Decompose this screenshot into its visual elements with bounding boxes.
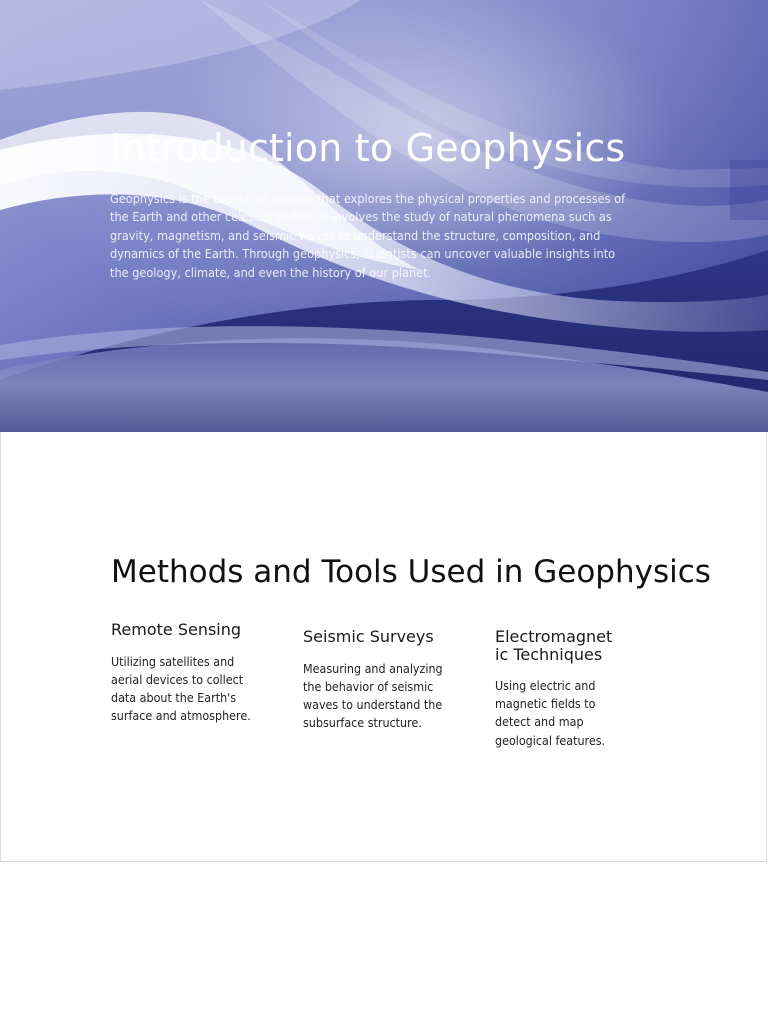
method-column-electromagnetic: [495, 628, 615, 750]
method-column-seismic-surveys: [303, 628, 453, 732]
method-title: Remote Sensing: [111, 620, 242, 639]
method-title: Seismic Surveys: [303, 627, 434, 646]
methods-slide: [0, 432, 767, 862]
method-description: Utilizing satellites and aerial devices to collect data about the Earth's surface and atmosphere.: [111, 653, 251, 724]
intro-paragraph: Geophysics is the branch of science that explores the physical properties and processes of the Earth and other celestial bodies. It involves the study of natural phenomena such as gravity, magnetism, and seismic waves to understand the structure, composition, and dynamics of the Earth. Through geophysics, scientists can uncover valuable insights into the geology, climate, and even the history of our planet.: [110, 192, 626, 280]
method-description: Measuring and analyzing the behavior of seismic waves to understand the subsurface structure.: [303, 660, 443, 731]
slide-title: Introduction to Geophysics: [110, 126, 626, 170]
method-column-remote-sensing: [111, 621, 261, 725]
title-slide: [0, 0, 768, 432]
methods-heading: Methods and Tools Used in Geophysics: [111, 554, 711, 590]
method-description: Using electric and magnetic fields to detect and map geological features.: [495, 678, 606, 748]
method-title: Electromagnetic Techniques: [495, 627, 613, 664]
